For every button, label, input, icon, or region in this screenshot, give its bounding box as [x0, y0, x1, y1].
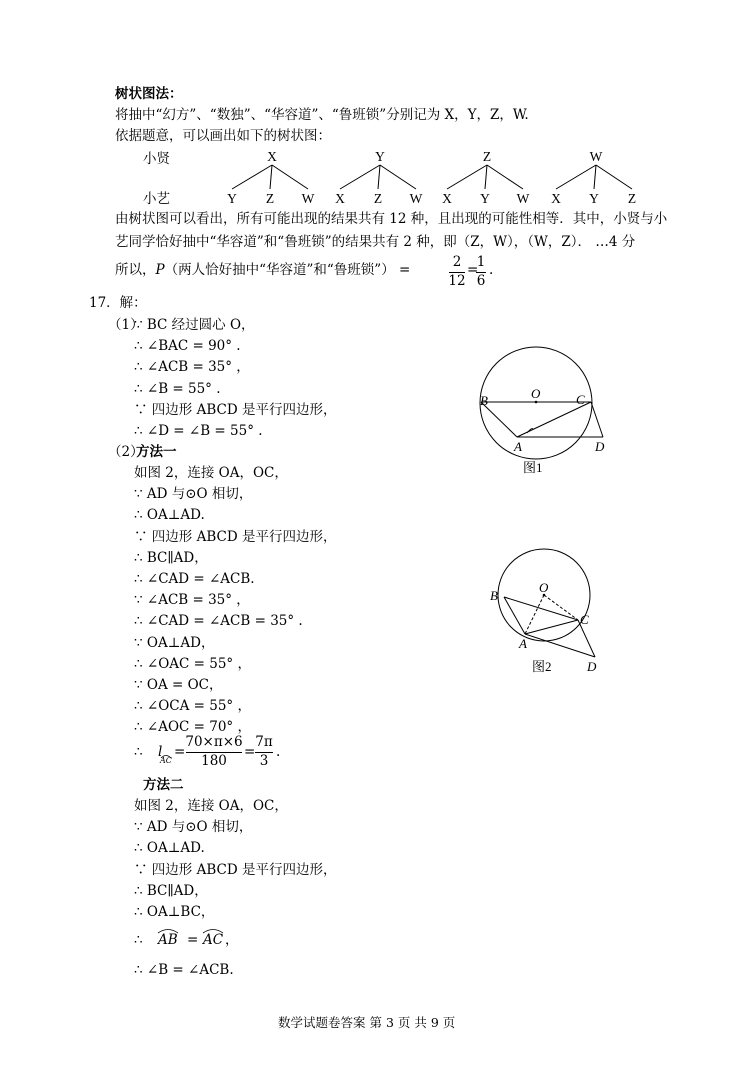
solution-line: ∴ OA⊥BC， [134, 904, 215, 920]
fraction-numerator: 2 [452, 254, 462, 270]
probability-line [115, 264, 410, 278]
solution-line: ∴ ∠OAC = 55° ， [134, 655, 251, 672]
arc-ab-label: AB [158, 932, 178, 948]
solution-line: ∴ BC∥AD， [134, 882, 208, 899]
arc-length-symbol: l [158, 744, 163, 760]
solution-line: ∴ OA⊥AD. [134, 507, 205, 524]
arc-mark-icon [160, 753, 172, 759]
arc-fraction-1 [186, 736, 242, 768]
fig2-label-d: D [587, 659, 597, 674]
tree-child-node: Z [627, 191, 637, 206]
arc-fraction-2 [255, 736, 273, 768]
tree-root-node: Z [482, 149, 492, 164]
tree-branch-line [270, 165, 272, 189]
therefore-symbol: ∴ [134, 744, 143, 760]
fig2-label-c: C [580, 612, 589, 627]
fig1-label-b: B [480, 393, 488, 408]
fig2-label-a: A [519, 636, 527, 651]
fig1-caption: 图1 [523, 460, 543, 475]
method-2-heading: 方法二 [143, 777, 184, 793]
page-footer: 数学试题卷答案 第 3 页 共 9 页 [278, 1015, 456, 1030]
solution-line: 如图 2，连接 OA，OC， [134, 465, 288, 481]
solution-line: ∴ ∠D = ∠B = 55° . [134, 423, 263, 439]
tree-branches [227, 149, 636, 206]
tree-root-node: X [267, 149, 277, 164]
solution-line: ∴ ∠ACB = 35° ， [134, 359, 250, 376]
part-1-label: （1） [108, 317, 144, 333]
tree-child-node: W [301, 191, 315, 206]
fraction-denominator: 3 [259, 752, 269, 769]
solution-line: ∵ AD 与⊙O 相切， [134, 486, 253, 503]
arc-equals-1: = [174, 744, 186, 760]
solution-line: ∵ 四边形 ABCD 是平行四边形， [134, 528, 337, 545]
solution-line: ∴ OA⊥AD. [134, 840, 205, 857]
solution-line: ∵ AD 与⊙O 相切， [134, 819, 253, 836]
solution-line: 如图 2，连接 OA，OC， [134, 798, 288, 814]
tree-result-line-2: 艺同学恰好抽中“华容道”和“鲁班锁”的结果共有 2 种，即（Z，W），（W，Z）． …4 分 [115, 234, 636, 250]
tree-child-node: W [516, 191, 530, 206]
fraction-1-6 [476, 256, 486, 288]
tree-method-heading: 树状图法： [115, 86, 183, 102]
fig1-label-a: A [514, 439, 522, 454]
tree-intro-line-2: 依据题意，可以画出如下的树状图： [115, 128, 331, 144]
fraction-denominator: 6 [476, 272, 486, 289]
tree-child-node: Z [265, 191, 275, 206]
fig1-label-d: D [595, 439, 605, 454]
tree-child-node: Y [227, 191, 237, 206]
arc-equality-equals: = [187, 932, 199, 948]
tree-branch-line [556, 165, 596, 189]
fraction-numerator: 1 [476, 254, 486, 270]
fraction-denominator: 12 [448, 272, 466, 289]
tree-branch-line [485, 165, 487, 189]
fraction-numerator: 7π [255, 734, 273, 750]
arc-equals-2: = [244, 744, 256, 760]
probability-p: P [155, 262, 165, 278]
solution-line: ∵ BC 经过圆心 O， [134, 317, 255, 333]
tree-child-node: X [335, 191, 345, 206]
tree-branch-line [340, 165, 380, 189]
solution-line: ∵ 四边形 ABCD 是平行四边形， [134, 401, 337, 418]
tree-row-label-2: 小艺 [143, 191, 170, 207]
tree-child-node: Z [373, 191, 383, 206]
question-17-number: 17．解： [89, 295, 147, 311]
solution-line: ∴ BC∥AD， [134, 549, 208, 566]
tree-diagram [0, 0, 745, 220]
tree-child-node: Y [480, 191, 490, 206]
tree-child-node: X [551, 191, 561, 206]
solution-line: ∵ 四边形 ABCD 是平行四边形， [134, 861, 337, 878]
fraction-denominator: 180 [201, 752, 227, 769]
tree-intro-line: 将抽中“幻方”、“数独”、“华容道”、“鲁班锁”分别记为 X，Y，Z，W. [115, 107, 529, 123]
tree-branch-line [596, 165, 632, 189]
tree-result-line-1: 由树状图可以看出，所有可能出现的结果共有 12 种，且出现的可能性相等．其中，小贤与小 [115, 211, 668, 227]
tree-row-label-1: 小贤 [143, 151, 170, 167]
fig2-label-b: B [490, 588, 498, 603]
tree-branch-line [380, 165, 416, 189]
tree-branch-line [378, 165, 380, 189]
tree-child-node: Y [589, 191, 599, 206]
arc-end-dot: . [276, 744, 281, 760]
tree-branch-line [232, 165, 272, 189]
tree-branch-line [594, 165, 596, 189]
tree-branch-line [272, 165, 308, 189]
tree-child-node: X [442, 191, 452, 206]
solution-line: ∴ ∠CAD = ∠ACB = 35° . [134, 613, 303, 630]
solution-line: ∴ ∠BAC = 90° . [134, 338, 241, 355]
arc-equality-comma: ， [225, 932, 239, 948]
tree-root-node: W [589, 149, 603, 164]
fraction-numerator: 70×π×6 [185, 734, 243, 750]
solution-line: ∴ ∠OCA = 55° ， [134, 698, 251, 715]
fig2-caption: 图2 [532, 659, 552, 674]
fig1-label-o: O [531, 386, 541, 401]
arc-ac-label: AC [203, 932, 224, 948]
solution-line: ∴ ∠B = 55° . [134, 380, 221, 397]
fraction-2-12 [449, 256, 465, 288]
solution-line: ∵ OA⊥AD， [134, 634, 215, 651]
fig2-label-o: O [539, 580, 549, 595]
tree-branch-line [487, 165, 523, 189]
end-dot: . [489, 262, 494, 278]
solution-line: ∴ ∠AOC = 70° ， [134, 719, 251, 736]
therefore-symbol-2: ∴ [134, 932, 143, 948]
solution-line: ∵ ∠ACB = 35° ， [134, 592, 250, 609]
solution-line: ∴ ∠CAD = ∠ACB. [134, 571, 255, 587]
method-1-heading: 方法一 [136, 444, 177, 460]
probability-prefix: 所以， [115, 262, 156, 278]
figure-1 [470, 325, 620, 480]
fig1-label-c: C [576, 392, 585, 407]
solution-line: ∵ OA = OC， [134, 677, 223, 693]
figure-2 [470, 545, 620, 675]
arc-subscript: AC [160, 756, 172, 765]
equals-sign: = [467, 262, 479, 278]
tree-branch-line [447, 165, 487, 189]
tree-root-node: Y [375, 149, 385, 164]
part-2-label: （2） [108, 444, 144, 460]
probability-event: （两人恰好抽中“华容道”和“鲁班锁”） = [164, 262, 411, 278]
tree-child-node: W [409, 191, 423, 206]
final-conclusion: ∴ ∠B = ∠ACB. [134, 962, 234, 978]
